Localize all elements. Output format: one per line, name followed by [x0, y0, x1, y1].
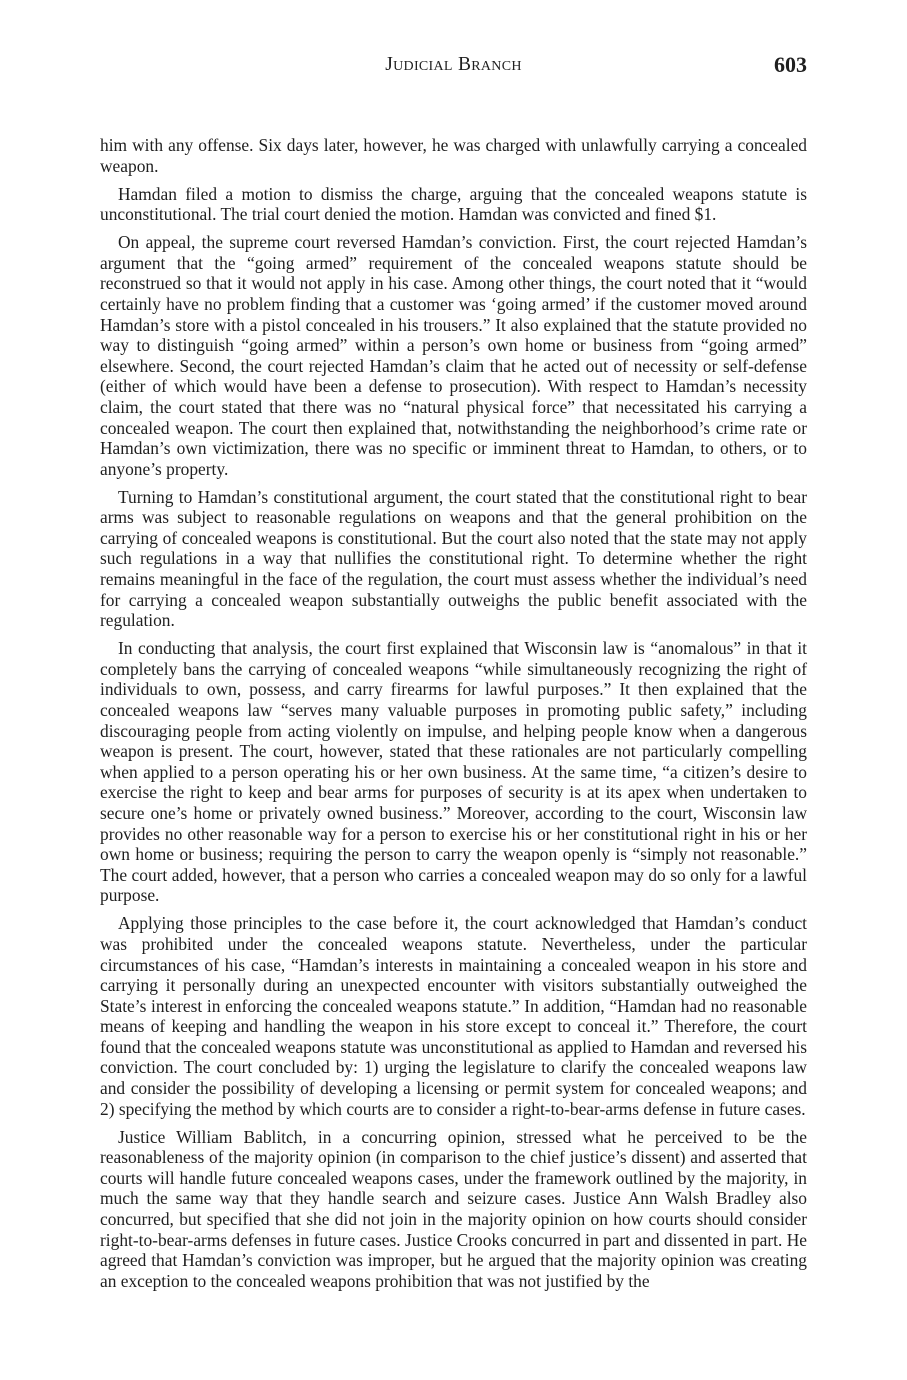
body-text: [100, 135, 807, 1291]
running-head: [100, 54, 807, 84]
paragraph: Turning to Hamdan’s constitutional argument, the court stated that the constitutional right to bear arms was subject to reasonable regulations on weapons and that the general prohibition on the carrying of concealed weapons is constitutional. But the court also noted that the state may not apply such regulations in a way that nullifies the constitutional right. To determine whether the right remains meaningful in the face of the regulation, the court must assess whether the individual’s need for carrying a concealed weapon substantially outweighs the public benefit associated with the regulation.: [100, 486, 807, 631]
paragraph: Hamdan filed a motion to dismiss the charge, arguing that the concealed weapons statute is unconstitutional. The trial court denied the motion. Hamdan was convicted and fined $1.: [100, 183, 807, 225]
page-number: 603: [774, 52, 807, 77]
paragraph: him with any offense. Six days later, however, he was charged with unlawfully carrying a concealed weapon.: [100, 135, 807, 176]
paragraph: Applying those principles to the case before it, the court acknowledged that Hamdan’s conduct was prohibited under the concealed weapons statute. Nevertheless, under the particular circumstances of his case, “Hamdan’s interests in maintaining a concealed weapon in his store and carrying it personally during an unexpected encounter with visitors substantially outweighed the State’s interest in enforcing the concealed weapons statute.” In addition, “Hamdan had no reasonable means of keeping and handling the weapon in his store except to conceal it.” Therefore, the court found that the concealed weapons statute was unconstitutional as applied to Hamdan and reversed his conviction. The court concluded by: 1) urging the legislature to clarify the concealed weapons law and consider the possibility of developing a licensing or permit system for concealed weapons; and 2) specifying the method by which courts are to consider a right-to-bear-arms defense in future cases.: [100, 913, 807, 1119]
section-title: Judicial Branch: [385, 54, 522, 75]
paragraph: On appeal, the supreme court reversed Hamdan’s conviction. First, the court rejected Hamdan’s argument that the “going armed” requirement of the concealed weapons statute should be reconstrued so that it would not apply in his case. Among other things, the court noted that it “would certainly have no problem finding that a customer was ‘going armed’ if the customer moved around Hamdan’s store with a pistol concealed in his trousers.” It also explained that the statute provided no way to distinguish “going armed” within a person’s own home or business from “going armed” elsewhere. Second, the court rejected Hamdan’s claim that he acted out of necessity or self-defense (either of which would have been a defense to prosecution). With respect to Hamdan’s necessity claim, the court stated that there was no “natural physical force” that necessitated his carrying a concealed weapon. The court then explained that, notwithstanding the neighborhood’s crime rate or Hamdan’s own victimization, there was no specific or imminent threat to Hamdan, to others, or to anyone’s property.: [100, 232, 807, 479]
paragraph: Justice William Bablitch, in a concurring opinion, stressed what he perceived to be the reasonableness of the majority opinion (in comparison to the chief justice’s dissent) and asserted that courts will handle future concealed weapons cases, under the framework outlined by the majority, in much the same way that they handle search and seizure cases. Justice Ann Walsh Bradley also concurred, but specified that she did not join in the majority opinion on how courts should consider right-to-bear-arms defenses in future cases. Justice Crooks concurred in part and dissented in part. He agreed that Hamdan’s conviction was improper, but he argued that the majority opinion was creating an exception to the concealed weapons prohibition that was not justified by the: [100, 1126, 807, 1291]
paragraph: In conducting that analysis, the court first explained that Wisconsin law is “anomalous” in that it completely bans the carrying of concealed weapons “while simultaneously recognizing the right of individuals to own, possess, and carry firearms for lawful purposes.” It then explained that the concealed weapons law “serves many valuable purposes in promoting public safety,” including discouraging people from acting violently on impulse, and helping people know when a dangerous weapon is present. The court, however, stated that these rationales are not particularly compelling when applied to a person operating his or her own business. At the same time, “a citizen’s desire to exercise the right to keep and bear arms for purposes of security is at its apex when undertaken to secure one’s home or privately owned business.” Moreover, according to the court, Wisconsin law provides no other reasonable way for a person to exercise his or her constitutional right in his or her own home or business; requiring the person to carry the weapon openly is “simply not reasonable.” The court added, however, that a person who carries a concealed weapon may do so only for a lawful purpose.: [100, 638, 807, 906]
